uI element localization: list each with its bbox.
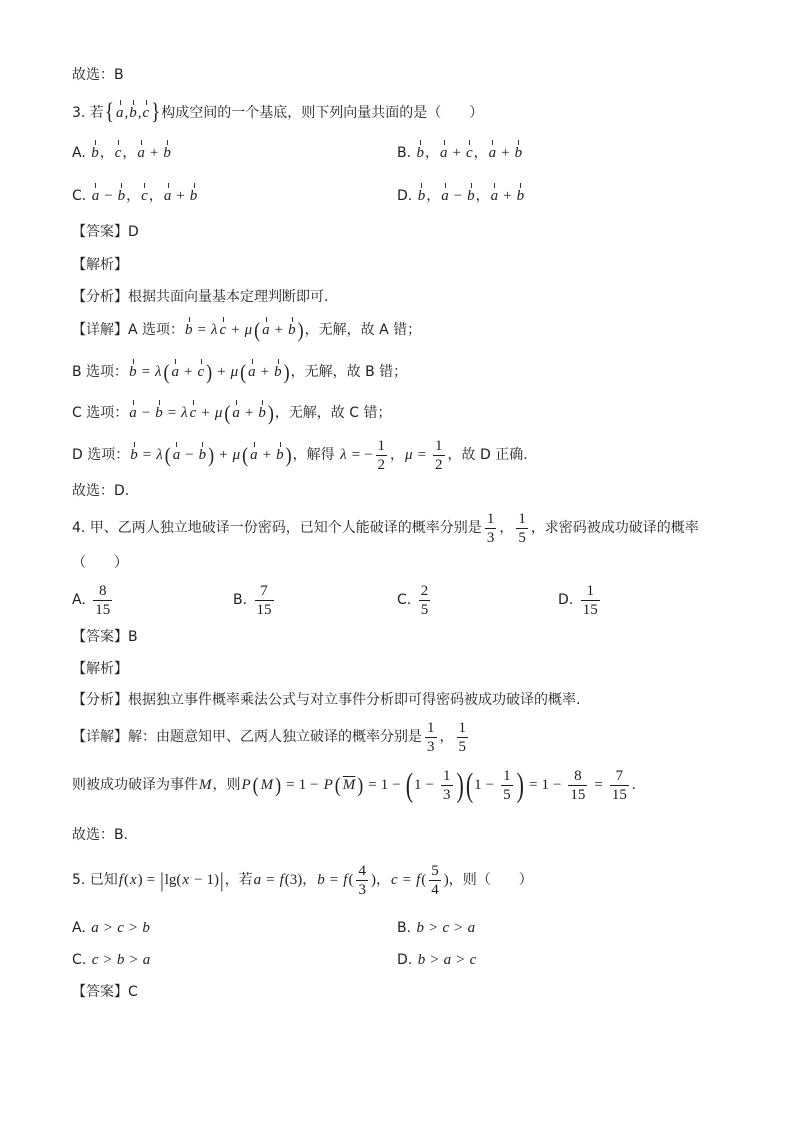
math-symbol: f <box>279 872 284 888</box>
vector-symbol: b <box>185 322 193 338</box>
fraction <box>93 583 112 618</box>
math-operator: = <box>142 447 152 463</box>
text-run: ， <box>375 872 390 888</box>
math-symbol: P <box>241 777 251 793</box>
math-operator: − <box>185 447 194 463</box>
text-run: ，无解，故 A 错； <box>304 322 422 338</box>
math-operator: = <box>329 872 339 888</box>
math-operator: + <box>219 447 228 463</box>
q4-option-b <box>233 582 277 618</box>
q4-detail-event <box>72 764 636 804</box>
fraction-numerator: 1 <box>427 719 435 736</box>
vector-symbol: c <box>189 405 197 421</box>
math-text: ( <box>123 872 129 888</box>
fraction-denominator: 3 <box>486 529 495 546</box>
vector-symbol: a <box>248 364 256 380</box>
math-symbol: f <box>416 872 421 888</box>
fraction-denominator: 4 <box>431 881 439 898</box>
text-run: ， <box>475 188 490 204</box>
vector-symbol: a <box>115 105 124 121</box>
math-symbol: μ <box>230 364 239 380</box>
vector-symbol: b <box>258 405 266 421</box>
fraction-denominator: 15 <box>256 601 272 618</box>
math-operator: + <box>452 145 461 161</box>
math-operator: + <box>176 188 185 204</box>
vector-symbol: b <box>416 145 425 161</box>
paren: ) <box>267 401 274 425</box>
fraction-numerator: 1 <box>581 583 600 601</box>
fraction <box>419 583 431 618</box>
math-symbol: f <box>118 872 123 888</box>
math-symbol: λ <box>181 405 188 421</box>
math-operator: > <box>103 952 112 968</box>
brace: { <box>104 99 114 125</box>
fraction-denominator: 3 <box>358 881 366 898</box>
math-text: ) <box>214 872 220 888</box>
math-text: , <box>124 105 129 121</box>
vector-symbol: a <box>129 405 137 421</box>
text-run: D. <box>558 592 578 608</box>
math-operator: > <box>456 952 465 968</box>
math-symbol: x <box>129 872 137 888</box>
fraction-denominator: 2 <box>377 456 386 473</box>
q3-detail-b <box>72 362 407 382</box>
text-run: 【详解】A 选项： <box>72 322 185 338</box>
vector-symbol: a <box>137 145 145 161</box>
fraction <box>581 583 600 618</box>
math-text: lg <box>164 872 177 888</box>
q3-option-a <box>72 143 172 163</box>
math-operator: − <box>552 777 562 793</box>
math-operator: + <box>274 322 284 338</box>
paren: ) <box>208 443 215 467</box>
large-paren: ) <box>456 764 464 804</box>
math-operator: = <box>594 777 603 793</box>
text-run: B. <box>233 592 252 608</box>
math-symbol: b <box>417 952 426 968</box>
q3-analysis: 【分析】根据共面向量基本定理判断即可. <box>72 289 329 305</box>
fraction-numerator: 4 <box>358 862 366 879</box>
fraction-denominator: 15 <box>570 786 586 803</box>
text-run: D 选项： <box>72 447 130 463</box>
math-operator: > <box>454 920 463 936</box>
fraction-numerator: 1 <box>458 719 466 736</box>
math-symbol: c <box>117 920 124 936</box>
math-operator: = <box>266 872 275 888</box>
vector-symbol: b <box>417 188 426 204</box>
math-symbol: c <box>442 920 450 936</box>
math-symbol: M <box>199 777 212 793</box>
vector-symbol: c <box>197 364 205 380</box>
fraction <box>568 768 587 803</box>
text-run: ， <box>122 145 137 161</box>
vector-symbol: b <box>467 188 475 204</box>
math-operator: = <box>368 777 377 793</box>
vector-symbol: b <box>129 105 137 121</box>
fraction-denominator: 15 <box>611 786 627 803</box>
q5-stem <box>72 862 533 898</box>
math-operator: + <box>231 322 240 338</box>
text-run: B. <box>397 920 416 936</box>
q3-detail-a <box>72 320 421 340</box>
vector-symbol: b <box>516 188 525 204</box>
fraction <box>610 768 629 803</box>
text-run: ， <box>425 145 440 161</box>
q4-analysis: 【分析】根据独立事件概率乘法公式与对立事件分析即可得密码被成功破译的概率. <box>72 692 581 708</box>
text-run: D. <box>397 952 417 968</box>
fraction-denominator: 5 <box>503 786 511 803</box>
math-operator: − <box>194 872 203 888</box>
fraction <box>356 863 368 898</box>
vector-symbol: b <box>189 188 198 204</box>
q4-option-c <box>397 582 433 618</box>
fraction-denominator: 15 <box>95 601 111 618</box>
fraction-denominator: 5 <box>518 529 526 546</box>
math-symbol: a <box>253 872 262 888</box>
math-text: 1 <box>474 777 482 793</box>
large-paren: ) <box>516 764 524 804</box>
vector-symbol: b <box>91 145 99 161</box>
text-run: A. <box>72 592 91 608</box>
math-operator: + <box>501 145 510 161</box>
text-run: ， <box>439 729 454 745</box>
text-run: 5. 已知 <box>72 872 118 888</box>
math-operator: − <box>310 777 319 793</box>
paren: ( <box>254 318 261 342</box>
text-run: ， <box>126 188 141 204</box>
math-operator: > <box>429 920 438 936</box>
q3-option-d <box>397 186 525 206</box>
vector-symbol: b <box>514 145 523 161</box>
fraction-numerator: 1 <box>518 510 526 527</box>
q4-stem-parens: （ ） <box>72 555 128 571</box>
text-run: ，则 <box>212 777 241 793</box>
vector-symbol: a <box>488 145 497 161</box>
complement-symbol: $\overline{M}$ <box>342 777 356 793</box>
math-symbol: μ <box>232 447 241 463</box>
brace: } <box>151 99 161 125</box>
fraction-numerator: 7 <box>255 583 274 601</box>
math-text: − <box>364 447 373 463</box>
text-run: C 选项： <box>72 405 129 421</box>
math-symbol: a <box>443 952 452 968</box>
math-symbol: x <box>182 872 190 888</box>
paren: ( <box>163 360 170 384</box>
paren: ( <box>334 773 341 797</box>
text-run: ，无解，故 B 错； <box>290 364 408 380</box>
math-operator: − <box>425 777 435 793</box>
q3-option-b <box>397 143 523 163</box>
vector-symbol: c <box>465 145 473 161</box>
vector-symbol: b <box>117 188 126 204</box>
q4-option-d <box>558 582 603 618</box>
paren: ) <box>283 360 290 384</box>
math-symbol: a <box>467 920 476 936</box>
math-symbol: b <box>317 872 325 888</box>
math-operator: = <box>197 322 206 338</box>
fraction <box>485 511 497 546</box>
math-symbol: λ <box>156 447 163 463</box>
text-run: ， <box>473 145 488 161</box>
text-run: D. <box>397 188 417 204</box>
math-text: 1 <box>206 872 215 888</box>
q3-analysis-heading: 【解析】 <box>72 257 128 273</box>
math-operator: = <box>167 405 177 421</box>
math-operator: = <box>351 447 361 463</box>
math-text: . <box>631 777 636 793</box>
vector-symbol: a <box>232 405 240 421</box>
paren: ( <box>224 401 231 425</box>
paren: ) <box>275 773 282 797</box>
math-symbol: μ <box>405 447 413 463</box>
fraction <box>255 583 274 618</box>
math-text: ) <box>370 872 376 888</box>
math-operator: + <box>184 364 193 380</box>
paren: | <box>160 868 164 892</box>
vector-symbol: c <box>219 322 227 338</box>
vector-symbol: a <box>91 188 100 204</box>
q4-answer: 【答案】B <box>72 629 138 645</box>
paren: ) <box>285 443 292 467</box>
text-run: A. <box>72 920 91 936</box>
vector-symbol: c <box>114 145 122 161</box>
paren: | <box>220 868 224 892</box>
math-text: 1 <box>414 777 422 793</box>
text-run: ，无解，故 C 错； <box>274 405 392 421</box>
math-operator: + <box>244 405 254 421</box>
paren: ( <box>252 773 259 797</box>
fraction-numerator: 1 <box>503 767 511 784</box>
text-run: C. <box>72 952 91 968</box>
text-run: ，求密码被成功破译的概率 <box>530 520 699 536</box>
text-run: ， <box>426 188 441 204</box>
math-operator: + <box>260 364 270 380</box>
math-symbol: M <box>260 777 274 793</box>
vector-symbol: b <box>129 364 137 380</box>
q4-analysis-heading: 【解析】 <box>72 661 128 677</box>
fraction-numerator: 8 <box>93 583 112 601</box>
fraction <box>433 438 445 473</box>
vector-symbol: b <box>276 447 284 463</box>
q5-answer: 【答案】C <box>72 984 138 1000</box>
text-run: B 选项： <box>72 364 129 380</box>
q3-stem <box>72 99 484 125</box>
fraction-numerator: 7 <box>610 768 629 786</box>
q3-option-c <box>72 186 198 206</box>
vector-symbol: a <box>172 447 181 463</box>
math-operator: − <box>141 405 151 421</box>
math-operator: = <box>286 777 295 793</box>
fraction <box>516 511 528 546</box>
math-symbol: b <box>416 920 425 936</box>
fraction-numerator: 1 <box>486 510 495 527</box>
math-operator: + <box>262 447 272 463</box>
large-paren: ( <box>405 764 414 804</box>
fraction-numerator: 8 <box>568 768 587 786</box>
math-symbol: f <box>343 872 348 888</box>
text-run: ， <box>499 520 514 536</box>
math-operator: > <box>128 920 138 936</box>
q5-option-b <box>397 918 476 938</box>
fraction-numerator: 2 <box>420 582 429 599</box>
fraction <box>425 720 437 755</box>
text-run: 【详解】解：由题意知甲、乙两人独立破译的概率分别是 <box>72 729 422 745</box>
text-run: B. <box>397 145 416 161</box>
vector-symbol: c <box>142 105 150 121</box>
math-text: , <box>137 105 142 121</box>
text-run: C. <box>72 188 91 204</box>
text-run: 构成空间的一个基底，则下列向量共面的是（ ） <box>161 105 484 121</box>
math-operator: − <box>485 777 495 793</box>
fraction-numerator: 1 <box>435 437 443 454</box>
math-symbol: c <box>469 952 477 968</box>
fraction <box>457 720 469 755</box>
math-operator: = <box>146 872 156 888</box>
math-operator: = <box>141 364 151 380</box>
math-symbol: μ <box>214 405 223 421</box>
vector-symbol: b <box>163 145 171 161</box>
math-text: ) <box>443 872 449 888</box>
math-text: ( <box>176 872 182 888</box>
math-operator: − <box>453 188 463 204</box>
vector-symbol: a <box>490 188 499 204</box>
math-symbol: b <box>116 952 125 968</box>
math-operator: = <box>402 872 412 888</box>
fraction <box>429 863 441 898</box>
math-symbol: λ <box>340 447 347 463</box>
math-operator: − <box>392 777 401 793</box>
vector-symbol: b <box>155 405 163 421</box>
text-run: ， <box>148 188 163 204</box>
text-run: ，则（ ） <box>448 872 533 888</box>
math-operator: + <box>217 364 226 380</box>
vector-symbol: b <box>274 364 282 380</box>
vector-symbol: a <box>171 364 180 380</box>
math-symbol: c <box>91 952 99 968</box>
math-text: 1 <box>541 777 549 793</box>
vector-symbol: c <box>141 188 148 204</box>
math-symbol: λ <box>211 322 218 338</box>
fraction <box>376 438 388 473</box>
fraction <box>501 768 513 803</box>
math-text: ) <box>137 872 143 888</box>
q4-conclusion: 故选：B. <box>72 827 129 843</box>
math-operator: > <box>430 952 439 968</box>
q4-option-a <box>72 582 115 618</box>
math-operator: + <box>149 145 159 161</box>
fraction-denominator: 3 <box>427 738 435 755</box>
text-run: C. <box>397 592 416 608</box>
math-text: ( <box>348 872 354 888</box>
text-run: A. <box>72 145 91 161</box>
text-run: 则被成功破译为事件 <box>72 777 198 793</box>
math-operator: = <box>528 777 538 793</box>
math-text: ( <box>421 872 427 888</box>
q5-option-a <box>72 918 151 938</box>
math-symbol: P <box>323 777 333 793</box>
q3-answer: 【答案】D <box>72 224 139 240</box>
math-symbol: a <box>142 952 151 968</box>
q3-detail-d <box>72 437 528 473</box>
math-text: (3) <box>284 872 303 888</box>
math-text: 1 <box>380 777 389 793</box>
vector-symbol: a <box>163 188 172 204</box>
vector-symbol: b <box>198 447 207 463</box>
large-paren: ( <box>465 764 474 804</box>
vector-symbol: b <box>288 322 296 338</box>
q3-detail-c <box>72 403 392 423</box>
math-operator: + <box>503 188 512 204</box>
math-symbol: c <box>390 872 398 888</box>
vector-symbol: b <box>130 447 138 463</box>
fraction-denominator: 3 <box>443 786 451 803</box>
math-symbol: b <box>142 920 150 936</box>
text-run: ， <box>390 447 405 463</box>
q5-option-c <box>72 950 151 970</box>
text-run: ， <box>302 872 317 888</box>
vector-symbol: a <box>441 188 449 204</box>
text-run: 4. 甲、乙两人独立地破译一份密码，已知个人能破译的概率分别是 <box>72 520 482 536</box>
fraction-denominator: 5 <box>420 601 429 618</box>
paren: ( <box>164 443 171 467</box>
vector-symbol: a <box>262 322 270 338</box>
text-run: ， <box>99 145 114 161</box>
paren: ( <box>240 360 247 384</box>
math-operator: + <box>201 405 210 421</box>
text-run: ，解得 <box>292 447 340 463</box>
q3-conclusion: 故选：D. <box>72 483 130 499</box>
paren: ) <box>357 773 364 797</box>
text-run: ，故 D 正确. <box>447 447 528 463</box>
math-operator: > <box>103 920 113 936</box>
paren: ( <box>242 443 249 467</box>
math-operator: = <box>417 447 427 463</box>
fraction-numerator: 1 <box>377 437 386 454</box>
previous-conclusion: 故选：B <box>72 67 124 83</box>
math-symbol: a <box>91 920 99 936</box>
vector-symbol: a <box>250 447 258 463</box>
math-text: 1 <box>298 777 307 793</box>
fraction-numerator: 1 <box>443 767 451 784</box>
math-operator: − <box>104 188 113 204</box>
math-symbol: μ <box>244 322 253 338</box>
math-operator: > <box>129 952 138 968</box>
text-run: ，若 <box>224 872 253 888</box>
math-symbol: λ <box>155 364 162 380</box>
text-run: 3. 若 <box>72 105 104 121</box>
q4-detail <box>72 719 471 755</box>
fraction <box>441 768 453 803</box>
paren: ) <box>206 360 213 384</box>
q4-stem <box>72 510 699 546</box>
paren: ) <box>297 318 304 342</box>
fraction-numerator: 5 <box>431 862 439 879</box>
vector-symbol: a <box>440 145 448 161</box>
fraction-denominator: 15 <box>582 601 598 618</box>
q5-option-d <box>397 950 477 970</box>
fraction-denominator: 2 <box>435 456 443 473</box>
fraction-denominator: 5 <box>458 738 466 755</box>
